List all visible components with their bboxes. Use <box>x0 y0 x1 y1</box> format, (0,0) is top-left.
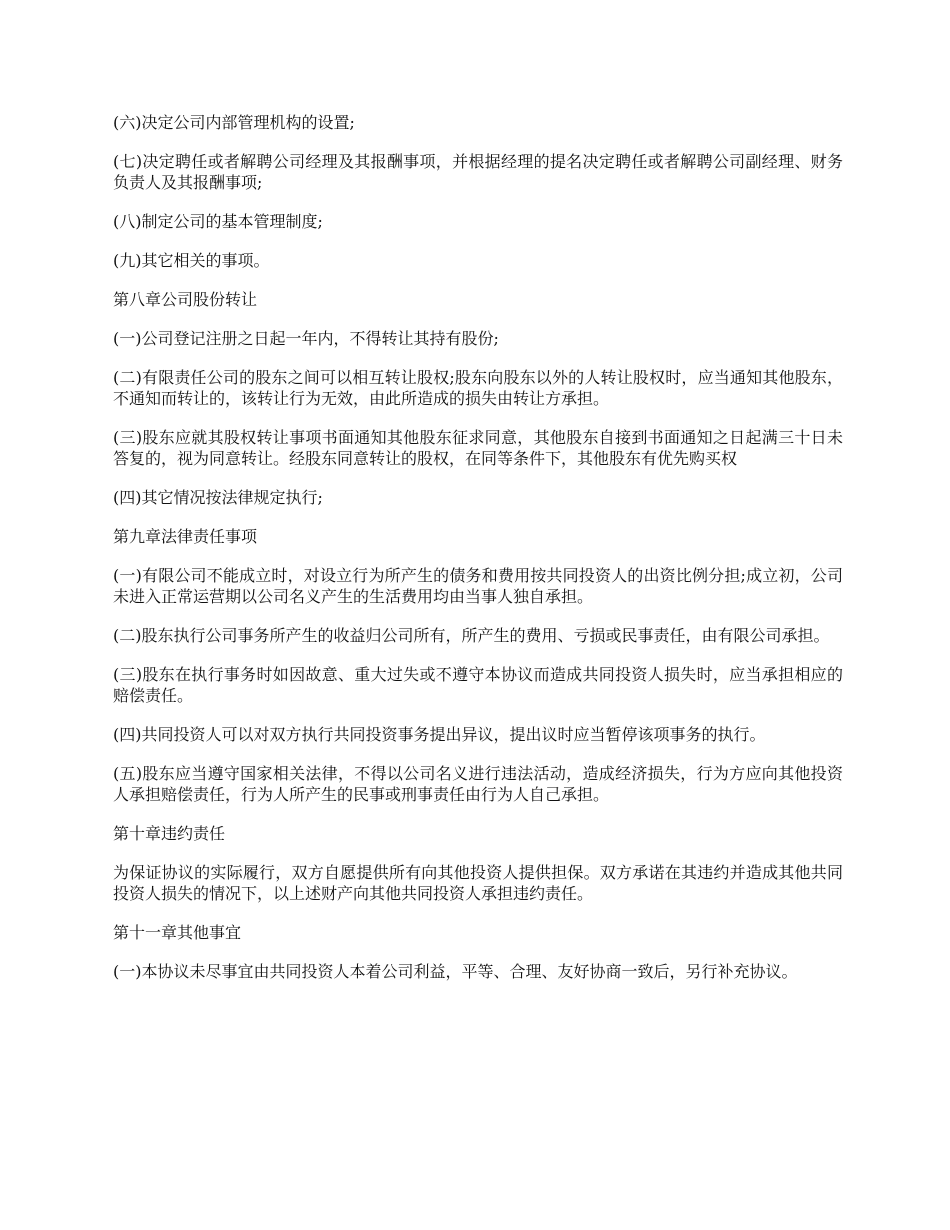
chapter-10-body: 为保证协议的实际履行，双方自愿提供所有向其他投资人提供担保。双方承诺在其违约并造成其他共同投资人损失的情况下，以上述财产向其他共同投资人承担违约责任。 <box>113 863 843 903</box>
chapter-11-clause-1: (一)本协议未尽事宜由共同投资人本着公司利益，平等、合理、友好协商一致后，另行补充协议。 <box>113 962 798 981</box>
chapter-9-heading: 第九章法律责任事项 <box>113 527 258 546</box>
clause-8-management-system: (八)制定公司的基本管理制度; <box>113 212 323 231</box>
chapter-8-heading: 第八章公司股份转让 <box>113 290 258 309</box>
chapter-9-clause-1: (一)有限公司不能成立时，对设立行为所产生的债务和费用按共同投资人的出资比例分担;成立初，公司未进入正常运营期以公司名义产生的生活费用均由当事人独自承担。 <box>113 566 843 606</box>
chapter-11-heading: 第十一章其他事宜 <box>113 923 242 942</box>
chapter-8-clause-2: (二)有限责任公司的股东之间可以相互转让股权;股东向股东以外的人转让股权时，应当通知其他股东，不通知而转让的，该转让行为无效，由此所造成的损失由转让方承担。 <box>113 368 843 408</box>
chapter-9-clause-3: (三)股东在执行事务时如因故意、重大过失或不遵守本协议而造成共同投资人损失时，应当承担相应的赔偿责任。 <box>113 665 843 705</box>
chapter-8-clause-1: (一)公司登记注册之日起一年内，不得转让其持有股份; <box>113 329 499 348</box>
chapter-10-heading: 第十章违约责任 <box>113 824 226 843</box>
document-page <box>113 112 843 1000</box>
clause-6-internal-structure: (六)决定公司内部管理机构的设置; <box>113 113 355 132</box>
chapter-9-clause-5: (五)股东应当遵守国家相关法律，不得以公司名义进行违法活动，造成经济损失，行为方应向其他投资人承担赔偿责任，行为人所产生的民事或刑事责任由行为人自己承担。 <box>113 764 843 804</box>
chapter-9-clause-4: (四)共同投资人可以对双方执行共同投资事务提出异议，提出议时应当暂停该项事务的执行。 <box>113 725 766 744</box>
chapter-8-clause-4: (四)其它情况按法律规定执行; <box>113 488 323 507</box>
clause-9-other-matters: (九)其它相关的事项。 <box>113 251 270 270</box>
chapter-8-clause-3: (三)股东应就其股权转让事项书面通知其他股东征求同意，其他股东自接到书面通知之日起满三十日未答复的，视为同意转让。经股东同意转让的股权，在同等条件下，其他股东有优先购买权 <box>113 428 843 468</box>
clause-7-appoint-manager: (七)决定聘任或者解聘公司经理及其报酬事项，并根据经理的提名决定聘任或者解聘公司副经理、财务负责人及其报酬事项; <box>113 152 843 192</box>
chapter-9-clause-2: (二)股东执行公司事务所产生的收益归公司所有，所产生的费用、亏损或民事责任，由有限公司承担。 <box>113 626 830 645</box>
